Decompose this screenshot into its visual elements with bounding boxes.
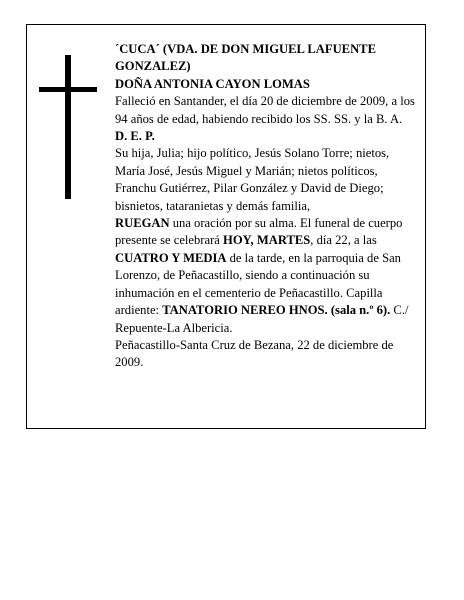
death-statement: Falleció en Santander, el día 20 de diciembre de 2009, a los 94 años de edad, habiendo recibido los SS. SS. y la B. A. [115, 94, 415, 126]
funeral-location: de la tarde, en la parroquia de San Lorenzo, de Peñacastillo, siendo a continuación su inhumación en el cementerio de Peñacastillo. Capilla ardiente: [115, 250, 401, 318]
dep-line: D. E. P. [115, 129, 155, 144]
deceased-nickname: ´CUCA´ (VDA. DE DON MIGUEL LAFUENTE GONZALEZ) [115, 42, 376, 74]
funeral-time: CUATRO Y MEDIA [115, 250, 227, 265]
funeral-paragraph [115, 215, 415, 337]
ruegan-word: RUEGAN [115, 216, 170, 231]
funeral-day: HOY, MARTES [223, 233, 311, 248]
place-date: Peñacastillo-Santa Cruz de Bezana, 22 de diciembre de 2009. [115, 337, 394, 370]
cross-horizontal-bar [39, 87, 97, 92]
deceased-name: DOÑA ANTONIA CAYON LOMAS [115, 76, 310, 91]
funeral-day-rest: , día 22, a las [310, 233, 377, 248]
cross-vertical-bar [65, 55, 71, 199]
obituary-text [115, 41, 415, 372]
family-list: Su hija, Julia; hijo político, Jesús Solano Torre; nietos, María José, Jesús Miguel y Marián; nietos políticos, Franchu Gutiérrez, Pilar González y David de Diego; bisnietos, tataranietas y demás familia, [115, 146, 390, 213]
cross-icon [39, 55, 97, 199]
chapel-name: TANATORIO NEREO HNOS. (sala n.º 6). [162, 303, 391, 318]
prayer-text: una oración por su alma. El funeral de cuerpo presente se celebrará [115, 216, 403, 248]
obituary-card [26, 24, 426, 429]
chapel-address: C./ Repuente-La Albericia. [115, 303, 409, 335]
